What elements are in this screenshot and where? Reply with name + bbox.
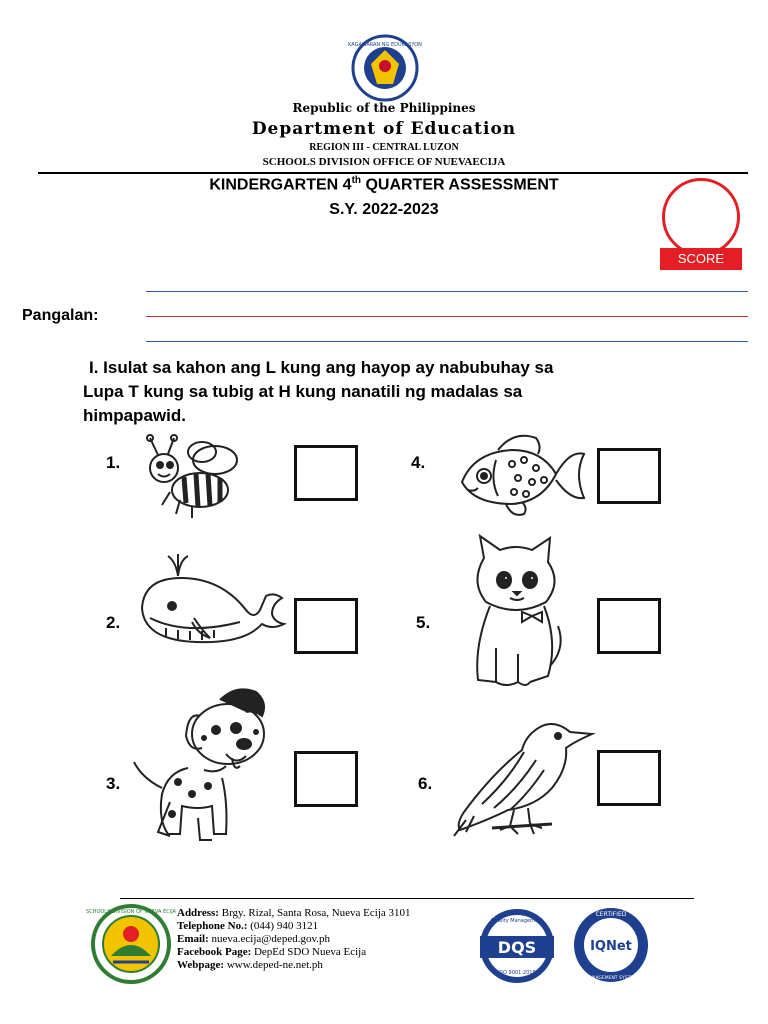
score-circle [662,178,740,256]
footer-address: Address: Brgy. Rizal, Santa Rosa, Nueva Ecija 3101 [177,907,411,919]
certified-text: CERTIFIED [595,911,627,918]
school-year: S.Y. 2022-2023 [329,201,439,218]
title-sup: th [351,175,362,186]
score-label: SCORE [660,248,742,270]
instructions-line-1: I. Isulat sa kahon ang L kung ang hayop ay nabubuhay sa [89,358,554,377]
iqnet-logo-icon [572,906,650,984]
dqs-text: DQS [497,938,537,957]
footer-email[interactable]: Email: nueva.ecija@deped.gov.ph [177,933,330,945]
bird-icon [452,712,594,842]
mgmt-system-text: MANAGEMENT SYSTEM [585,976,637,981]
whale-icon [136,548,292,648]
footer-webpage[interactable]: Webpage: www.deped-ne.net.ph [177,959,323,971]
answer-box-6[interactable] [597,750,661,806]
division-text: SCHOOLS DIVISION OFFICE OF NUEVAECIJA [262,156,506,168]
item-number-5: 5. [416,613,431,632]
answer-box-5[interactable] [597,598,661,654]
answer-box-4[interactable] [597,448,661,504]
iso-text: ISO 9001:2015 [498,970,536,976]
dqs-iso-logo-icon [470,908,564,984]
sdo-logo-icon [86,904,176,984]
footer-facebook[interactable]: Facebook Page: DepEd SDO Nueva Ecija [177,946,367,958]
answer-box-1[interactable] [294,445,358,501]
sdo-logo-text: SCHOOLS DIVISION OF NUEVA ECIJA [86,909,176,915]
item-number-1: 1. [106,453,121,472]
name-label: Pangalan: [22,307,99,324]
seal-text: KAGAWARAN NG EDUKASYON [348,42,422,48]
instructions [83,356,554,428]
item-number-4: 4. [411,453,426,472]
item-number-3: 3. [106,774,121,793]
iqnet-text: IQNet [590,939,632,954]
instructions-line-3: himpapawid. [83,406,186,425]
department-text: Department of Education [251,119,517,139]
name-line-top [146,291,748,292]
item-number-2: 2. [106,613,121,632]
title-post: QUARTER ASSESSMENT [361,176,559,194]
footer-contact [177,907,411,972]
name-line-mid[interactable] [146,316,748,317]
qm-text: Quality Management [490,918,544,924]
footer-phone: Telephone No.: (044) 940 3121 [177,920,319,932]
fish-icon [458,430,586,520]
republic-text: Republic of the Philippines [292,101,476,115]
title-pre: KINDERGARTEN 4 [209,176,352,194]
deped-seal [348,34,422,102]
dog-icon [128,682,278,852]
region-text: REGION III - CENTRAL LUZON [309,142,459,153]
name-line-bottom [146,341,748,342]
bee-icon [140,430,250,520]
header-divider [38,172,748,174]
footer-divider [120,898,694,899]
answer-box-3[interactable] [294,751,358,807]
answer-box-2[interactable] [294,598,358,654]
cat-icon [466,536,566,696]
item-number-6: 6. [418,774,433,793]
assessment-title [0,175,768,194]
instructions-line-2: Lupa T kung sa tubig at H kung nanatili ng madalas sa [83,382,523,401]
